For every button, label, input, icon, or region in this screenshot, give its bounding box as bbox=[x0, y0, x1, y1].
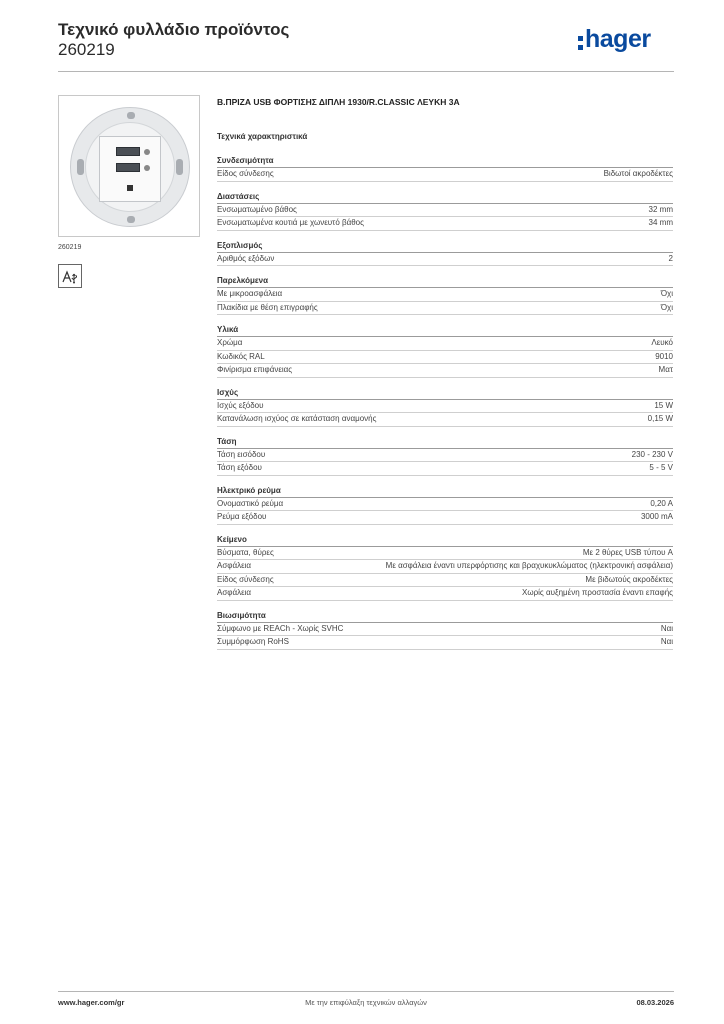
spec-label: Σύμφωνο με REACh - Χωρίς SVHC bbox=[217, 623, 344, 633]
spec-row bbox=[217, 462, 673, 476]
spec-value: 2 bbox=[668, 253, 673, 263]
spec-value: 5 - 5 V bbox=[649, 463, 673, 472]
spec-value: Ματ bbox=[658, 365, 673, 374]
spec-value: 3000 mA bbox=[640, 512, 673, 521]
spec-group bbox=[217, 156, 673, 182]
spec-row bbox=[217, 623, 673, 637]
spec-group bbox=[217, 241, 673, 267]
spec-group bbox=[217, 325, 673, 378]
spec-label: Τάση εξόδου bbox=[217, 463, 262, 472]
document-title: Τεχνικό φυλλάδιο προϊόντος bbox=[58, 20, 290, 39]
spec-group-title: Εξοπλισμός bbox=[217, 241, 673, 253]
spec-row bbox=[217, 351, 673, 365]
spec-row bbox=[217, 413, 673, 427]
spec-value: 9010 bbox=[655, 351, 673, 361]
spec-group-title: Παρελκόμενα bbox=[217, 276, 673, 288]
product-code: 260219 bbox=[58, 40, 115, 59]
spec-label: Ενσωματωμένο βάθος bbox=[217, 204, 297, 214]
spec-group-title: Βιωσιμότητα bbox=[217, 611, 673, 623]
spec-value: Με 2 θύρες USB τύπου A bbox=[582, 547, 673, 557]
spec-value: Με ασφάλεια έναντι υπερφόρτισης και βραχυκυκλώματος (ηλεκτρονική ασφάλεια) bbox=[385, 561, 673, 570]
spec-label: Ασφάλεια bbox=[217, 588, 252, 597]
spec-label: Είδος σύνδεσης bbox=[217, 574, 274, 584]
spec-value: Όχι bbox=[660, 302, 673, 312]
spec-row bbox=[217, 400, 673, 414]
image-caption: 260219 bbox=[58, 244, 82, 251]
spec-content bbox=[217, 96, 673, 650]
spec-row bbox=[217, 204, 673, 218]
spec-row bbox=[217, 168, 673, 182]
spec-row bbox=[217, 337, 673, 351]
usb-charger-icon bbox=[58, 264, 82, 288]
spec-value: Με βιδωτούς ακροδέκτες bbox=[585, 574, 673, 584]
footer-website: www.hager.com/gr bbox=[58, 998, 125, 1007]
spec-group bbox=[217, 486, 673, 525]
footer-disclaimer: Με την επιφύλαξη τεχνικών αλλαγών bbox=[305, 998, 427, 1007]
spec-group-title: Συνδεσιμότητα bbox=[217, 156, 673, 168]
spec-label: Ενσωματωμένα κουτιά με χωνευτό βάθος bbox=[217, 218, 364, 227]
spec-row bbox=[217, 217, 673, 231]
spec-value: 0,20 A bbox=[650, 498, 673, 508]
spec-group bbox=[217, 437, 673, 476]
spec-label: Ονομαστικό ρεύμα bbox=[217, 498, 284, 508]
product-title: Β.ΠΡΙΖΑ USB ΦΟΡΤΙΣΗΣ ΔΙΠΛΗ 1930/R.CLASSIC ΛΕΥΚΗ 3A bbox=[217, 97, 460, 107]
spec-group-title: Υλικά bbox=[217, 325, 673, 337]
spec-row bbox=[217, 587, 673, 601]
spec-row bbox=[217, 547, 673, 561]
spec-label: Είδος σύνδεσης bbox=[217, 169, 274, 178]
spec-value: 15 W bbox=[654, 400, 673, 410]
product-image bbox=[58, 95, 200, 237]
spec-value: 32 mm bbox=[648, 204, 673, 214]
footer-date: 08.03.2026 bbox=[636, 998, 674, 1007]
spec-group-title: Κείμενο bbox=[217, 535, 673, 547]
spec-label: Αριθμός εξόδων bbox=[217, 253, 275, 263]
spec-group bbox=[217, 192, 673, 231]
spec-label: Βύσματα, θύρες bbox=[217, 547, 274, 557]
spec-value: Όχι bbox=[660, 289, 673, 298]
spec-value: Βιδωτοί ακροδέκτες bbox=[603, 169, 673, 178]
spec-label: Κωδικός RAL bbox=[217, 351, 265, 361]
spec-row bbox=[217, 364, 673, 378]
spec-label: Ασφάλεια bbox=[217, 561, 252, 570]
spec-value: Λευκό bbox=[651, 338, 673, 347]
spec-group-title: Τάση bbox=[217, 437, 673, 449]
spec-value: Χωρίς αυξημένη προστασία έναντι επαφής bbox=[522, 588, 673, 597]
spec-group bbox=[217, 276, 673, 315]
spec-row bbox=[217, 560, 673, 574]
spec-row bbox=[217, 498, 673, 512]
spec-groups bbox=[217, 156, 673, 650]
spec-label: Φινίρισμα επιφάνειας bbox=[217, 365, 293, 374]
spec-value: 230 - 230 V bbox=[631, 449, 673, 459]
spec-group bbox=[217, 535, 673, 601]
header-divider bbox=[58, 71, 674, 72]
logo-wordmark: hager bbox=[585, 25, 651, 53]
spec-group bbox=[217, 388, 673, 427]
spec-group-title: Ισχύς bbox=[217, 388, 673, 400]
spec-value: Ναι bbox=[660, 637, 673, 646]
spec-label: Με μικροασφάλεια bbox=[217, 289, 283, 298]
spec-value: Ναι bbox=[660, 623, 673, 633]
section-heading: Τεχνικά χαρακτηριστικά bbox=[217, 132, 308, 141]
spec-value: 34 mm bbox=[648, 218, 673, 227]
spec-group-title: Ηλεκτρικό ρεύμα bbox=[217, 486, 673, 498]
spec-label: Χρώμα bbox=[217, 338, 243, 347]
spec-label: Ρεύμα εξόδου bbox=[217, 512, 267, 521]
spec-group bbox=[217, 611, 673, 650]
page-header bbox=[58, 20, 674, 66]
spec-label: Κατανάλωση ισχύος σε κατάσταση αναμονής bbox=[217, 414, 377, 423]
spec-label: Συμμόρφωση RoHS bbox=[217, 637, 289, 646]
spec-row bbox=[217, 449, 673, 463]
spec-row bbox=[217, 302, 673, 316]
spec-group-title: Διαστάσεις bbox=[217, 192, 673, 204]
spec-row bbox=[217, 511, 673, 525]
spec-row bbox=[217, 574, 673, 588]
spec-label: Ισχύς εξόδου bbox=[217, 400, 264, 410]
spec-row bbox=[217, 288, 673, 302]
spec-row bbox=[217, 253, 673, 267]
spec-value: 0,15 W bbox=[647, 414, 673, 423]
hager-logo bbox=[578, 26, 674, 56]
spec-label: Πλακίδια με θέση επιγραφής bbox=[217, 302, 318, 312]
spec-label: Τάση εισόδου bbox=[217, 449, 266, 459]
spec-row bbox=[217, 636, 673, 650]
footer-divider bbox=[58, 991, 674, 992]
